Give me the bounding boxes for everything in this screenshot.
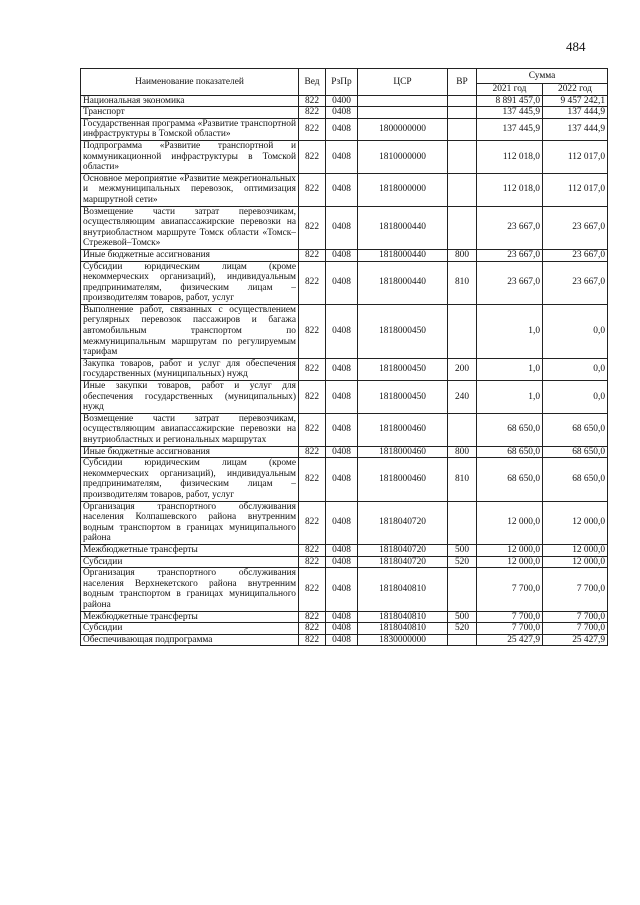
table-row: [81, 634, 608, 646]
cell-vr: 520: [448, 623, 477, 635]
cell-sum-2021: 1,0: [477, 304, 543, 358]
header-rzpr: РзПр: [326, 69, 358, 96]
header-ved: Вед: [299, 69, 326, 96]
cell-vr: [448, 206, 477, 249]
cell-vr: [448, 501, 477, 544]
cell-rzpr: 0408: [326, 173, 358, 206]
cell-sum-2022: 68 650,0: [543, 413, 608, 446]
cell-vr: 240: [448, 381, 477, 414]
cell-ved: 822: [299, 249, 326, 261]
cell-vr: 500: [448, 544, 477, 556]
table-row: [81, 568, 608, 611]
table-row: [81, 206, 608, 249]
cell-name: Основное мероприятие «Развитие межрегиональных и межмуниципальных перевозок, оптимизация маршрутной сети»: [81, 173, 299, 206]
cell-name: Возмещение части затрат перевозчикам, осуществляющим авиапассажирские перевозки на внутриобластном маршруте Томск области «Томск–Стрежевой–Томск»: [81, 206, 299, 249]
header-sum: Сумма: [477, 69, 608, 84]
cell-rzpr: 0408: [326, 446, 358, 458]
table-row: [81, 446, 608, 458]
cell-name: Субсидии: [81, 556, 299, 568]
cell-sum-2021: 68 650,0: [477, 446, 543, 458]
cell-rzpr: 0408: [326, 568, 358, 611]
cell-name: Подпрограмма «Развитие транспортной и коммуникационной инфраструктуры в Томской области»: [81, 140, 299, 173]
cell-name: Выполнение работ, связанных с осуществлением регулярных перевозок пассажиров и багажа автомобильным транспортом по межмуниципальным маршрутам по регулируемым тарифам: [81, 304, 299, 358]
table-row: [81, 358, 608, 380]
cell-sum-2021: 23 667,0: [477, 249, 543, 261]
cell-csr: [358, 107, 448, 119]
cell-rzpr: 0408: [326, 140, 358, 173]
cell-sum-2021: 12 000,0: [477, 556, 543, 568]
cell-vr: 520: [448, 556, 477, 568]
cell-ved: 822: [299, 544, 326, 556]
cell-sum-2022: 68 650,0: [543, 458, 608, 501]
cell-name: Субсидии юридическим лицам (кроме некоммерческих организаций), индивидуальным предпринимателям, физическим лицам – производителям товаров, работ, услуг: [81, 458, 299, 501]
cell-vr: [448, 173, 477, 206]
cell-sum-2022: 112 017,0: [543, 140, 608, 173]
cell-sum-2021: 112 018,0: [477, 173, 543, 206]
cell-sum-2022: 9 457 242,1: [543, 95, 608, 107]
cell-sum-2021: 8 891 457,0: [477, 95, 543, 107]
cell-csr: 1818000450: [358, 358, 448, 380]
cell-sum-2021: 112 018,0: [477, 140, 543, 173]
page-number: 484: [566, 39, 586, 54]
cell-rzpr: 0408: [326, 107, 358, 119]
table-row: [81, 501, 608, 544]
cell-name: Субсидии: [81, 623, 299, 635]
cell-sum-2022: 12 000,0: [543, 544, 608, 556]
cell-ved: 822: [299, 140, 326, 173]
cell-csr: 1818000450: [358, 304, 448, 358]
cell-sum-2021: 1,0: [477, 358, 543, 380]
cell-sum-2022: 137 444,9: [543, 107, 608, 119]
cell-sum-2021: 7 700,0: [477, 611, 543, 623]
cell-ved: 822: [299, 107, 326, 119]
cell-ved: 822: [299, 95, 326, 107]
cell-name: Иные бюджетные ассигнования: [81, 249, 299, 261]
cell-name: Межбюджетные трансферты: [81, 611, 299, 623]
table-row: [81, 544, 608, 556]
cell-rzpr: 0408: [326, 118, 358, 140]
cell-vr: [448, 107, 477, 119]
cell-vr: 800: [448, 249, 477, 261]
cell-csr: 1818000440: [358, 206, 448, 249]
cell-rzpr: 0408: [326, 634, 358, 646]
budget-table: [80, 68, 608, 646]
cell-rzpr: 0408: [326, 556, 358, 568]
header-year-2022: 2022 год: [543, 84, 608, 96]
cell-sum-2022: 0,0: [543, 304, 608, 358]
table-row: [81, 95, 608, 107]
cell-csr: 1818040720: [358, 556, 448, 568]
table-row: [81, 381, 608, 414]
cell-sum-2022: 7 700,0: [543, 623, 608, 635]
cell-ved: 822: [299, 623, 326, 635]
cell-vr: [448, 95, 477, 107]
cell-vr: [448, 140, 477, 173]
cell-sum-2022: 0,0: [543, 381, 608, 414]
cell-rzpr: 0408: [326, 261, 358, 304]
cell-rzpr: 0400: [326, 95, 358, 107]
cell-ved: 822: [299, 413, 326, 446]
cell-csr: 1830000000: [358, 634, 448, 646]
cell-ved: 822: [299, 261, 326, 304]
cell-csr: 1818040720: [358, 501, 448, 544]
cell-ved: 822: [299, 446, 326, 458]
cell-csr: 1818040810: [358, 623, 448, 635]
cell-sum-2022: 7 700,0: [543, 568, 608, 611]
cell-ved: 822: [299, 556, 326, 568]
cell-sum-2021: 23 667,0: [477, 206, 543, 249]
cell-name: Иные бюджетные ассигнования: [81, 446, 299, 458]
cell-sum-2021: 137 445,9: [477, 107, 543, 119]
cell-name: Национальная экономика: [81, 95, 299, 107]
cell-sum-2021: 25 427,9: [477, 634, 543, 646]
cell-csr: [358, 95, 448, 107]
cell-sum-2021: 7 700,0: [477, 568, 543, 611]
cell-sum-2022: 23 667,0: [543, 261, 608, 304]
cell-csr: 1818000460: [358, 446, 448, 458]
cell-name: Закупка товаров, работ и услуг для обеспечения государственных (муниципальных) нужд: [81, 358, 299, 380]
cell-rzpr: 0408: [326, 623, 358, 635]
header-vr: ВР: [448, 69, 477, 96]
cell-csr: 1800000000: [358, 118, 448, 140]
cell-sum-2022: 23 667,0: [543, 249, 608, 261]
cell-csr: 1818000440: [358, 249, 448, 261]
cell-csr: 1818040810: [358, 611, 448, 623]
header-csr: ЦСР: [358, 69, 448, 96]
cell-vr: [448, 634, 477, 646]
cell-vr: [448, 118, 477, 140]
cell-rzpr: 0408: [326, 249, 358, 261]
header-name: Наименование показателей: [81, 69, 299, 96]
cell-ved: 822: [299, 381, 326, 414]
cell-ved: 822: [299, 304, 326, 358]
table-row: [81, 140, 608, 173]
cell-ved: 822: [299, 173, 326, 206]
cell-sum-2022: 137 444,9: [543, 118, 608, 140]
cell-csr: 1818000000: [358, 173, 448, 206]
cell-ved: 822: [299, 458, 326, 501]
cell-sum-2021: 23 667,0: [477, 261, 543, 304]
cell-ved: 822: [299, 358, 326, 380]
cell-rzpr: 0408: [326, 358, 358, 380]
cell-sum-2022: 112 017,0: [543, 173, 608, 206]
cell-vr: 500: [448, 611, 477, 623]
cell-sum-2022: 12 000,0: [543, 556, 608, 568]
cell-rzpr: 0408: [326, 544, 358, 556]
table-row: [81, 118, 608, 140]
cell-name: Межбюджетные трансферты: [81, 544, 299, 556]
cell-sum-2021: 12 000,0: [477, 501, 543, 544]
cell-vr: 810: [448, 458, 477, 501]
cell-rzpr: 0408: [326, 381, 358, 414]
cell-sum-2021: 68 650,0: [477, 458, 543, 501]
cell-sum-2021: 1,0: [477, 381, 543, 414]
cell-sum-2022: 12 000,0: [543, 501, 608, 544]
table-row: [81, 611, 608, 623]
table-row: [81, 107, 608, 119]
cell-vr: [448, 568, 477, 611]
cell-ved: 822: [299, 501, 326, 544]
cell-vr: 810: [448, 261, 477, 304]
cell-name: Субсидии юридическим лицам (кроме некоммерческих организаций), индивидуальным предпринимателям, физическим лицам – производителям товаров, работ, услуг: [81, 261, 299, 304]
cell-csr: 1818000440: [358, 261, 448, 304]
cell-name: Иные закупки товаров, работ и услуг для обеспечения государственных (муниципальных) нужд: [81, 381, 299, 414]
cell-csr: 1818040720: [358, 544, 448, 556]
table-row: [81, 623, 608, 635]
cell-sum-2022: 25 427,9: [543, 634, 608, 646]
cell-ved: 822: [299, 206, 326, 249]
table-row: [81, 413, 608, 446]
cell-ved: 822: [299, 611, 326, 623]
cell-sum-2022: 7 700,0: [543, 611, 608, 623]
cell-sum-2022: 23 667,0: [543, 206, 608, 249]
cell-sum-2022: 0,0: [543, 358, 608, 380]
table-body: [81, 95, 608, 646]
cell-ved: 822: [299, 118, 326, 140]
table-row: [81, 261, 608, 304]
cell-ved: 822: [299, 634, 326, 646]
cell-name: Транспорт: [81, 107, 299, 119]
cell-name: Обеспечивающая подпрограмма: [81, 634, 299, 646]
cell-name: Организация транспортного обслуживания населения Верхнекетского района внутренним водным транспортом в границах муниципального района: [81, 568, 299, 611]
table-row: [81, 304, 608, 358]
table-header: [81, 69, 608, 96]
cell-rzpr: 0408: [326, 611, 358, 623]
cell-rzpr: 0408: [326, 413, 358, 446]
cell-sum-2022: 68 650,0: [543, 446, 608, 458]
table-row: [81, 173, 608, 206]
cell-vr: [448, 413, 477, 446]
table-row: [81, 556, 608, 568]
cell-sum-2021: 7 700,0: [477, 623, 543, 635]
cell-csr: 1818000450: [358, 381, 448, 414]
cell-name: Государственная программа «Развитие транспортной инфраструктуры в Томской области»: [81, 118, 299, 140]
cell-csr: 1818000460: [358, 458, 448, 501]
table-row: [81, 249, 608, 261]
cell-vr: 800: [448, 446, 477, 458]
cell-csr: 1810000000: [358, 140, 448, 173]
table-row: [81, 458, 608, 501]
cell-sum-2021: 68 650,0: [477, 413, 543, 446]
cell-sum-2021: 137 445,9: [477, 118, 543, 140]
cell-rzpr: 0408: [326, 304, 358, 358]
cell-vr: [448, 304, 477, 358]
cell-name: Возмещение части затрат перевозчикам, осуществляющим авиапассажирские перевозки на внутриобластных и региональных маршрутах: [81, 413, 299, 446]
cell-csr: 1818000460: [358, 413, 448, 446]
cell-vr: 200: [448, 358, 477, 380]
cell-csr: 1818040810: [358, 568, 448, 611]
cell-name: Организация транспортного обслуживания населения Колпашевского района внутренним водным транспортом в границах муниципального района: [81, 501, 299, 544]
cell-rzpr: 0408: [326, 501, 358, 544]
cell-sum-2021: 12 000,0: [477, 544, 543, 556]
cell-rzpr: 0408: [326, 458, 358, 501]
cell-ved: 822: [299, 568, 326, 611]
header-year-2021: 2021 год: [477, 84, 543, 96]
cell-rzpr: 0408: [326, 206, 358, 249]
